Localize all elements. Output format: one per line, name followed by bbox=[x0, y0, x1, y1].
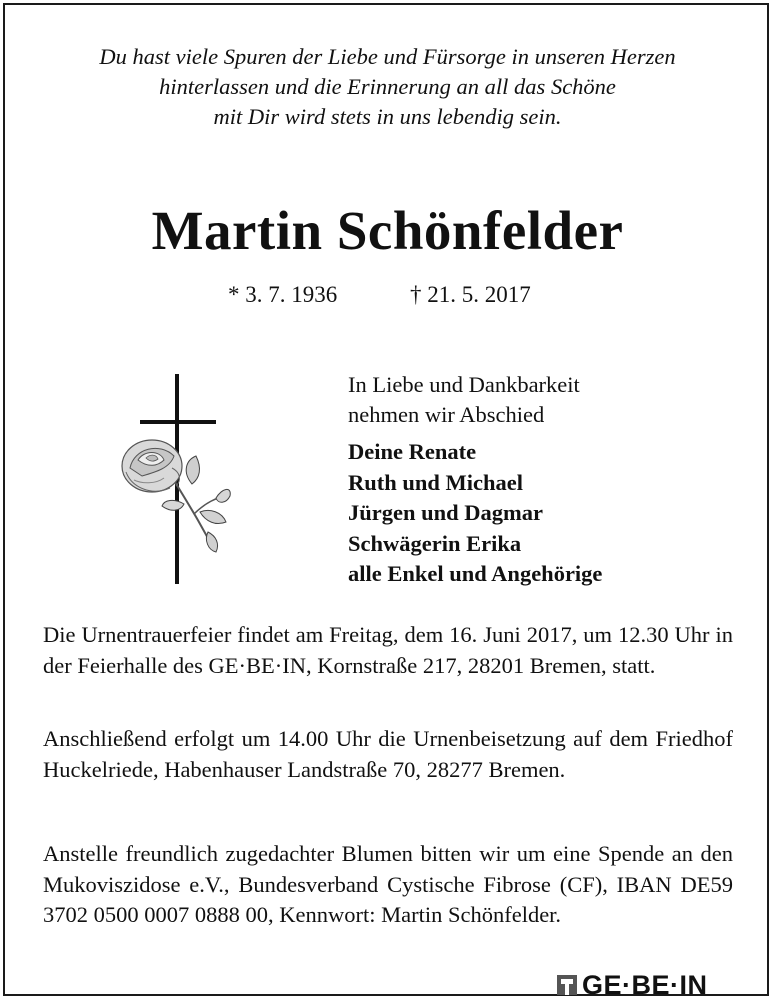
mourner: Jürgen und Dagmar bbox=[348, 500, 544, 525]
rose-leaf bbox=[162, 500, 184, 510]
farewell-line: In Liebe und Dankbarkeit bbox=[348, 372, 580, 397]
rose-leaf bbox=[186, 456, 199, 484]
ceremony-paragraph: Die Urnentrauerfeier findet am Freitag, dem 16. Juni 2017, um 12.30 Uhr in der Feierhalle des GE·BE·IN, Kornstraße 217, 28201 Bremen, statt. bbox=[43, 622, 733, 678]
deceased-name: Martin Schönfelder bbox=[151, 200, 624, 261]
mourner: Schwägerin Erika bbox=[348, 530, 522, 556]
rose-leaf bbox=[206, 532, 217, 552]
logo-text: GE·BE·IN bbox=[582, 969, 708, 1000]
rose-leaf bbox=[200, 510, 226, 523]
death-date: † 21. 5. 2017 bbox=[410, 282, 531, 307]
rose-bloom bbox=[122, 440, 182, 492]
burial-paragraph: Anschließend erfolgt um 14.00 Uhr die Urnenbeisetzung auf dem Friedhof Huckelriede, Habenhauser Landstraße 70, 28277 Bremen. bbox=[43, 726, 733, 782]
cross-with-rose-icon bbox=[112, 372, 242, 587]
mourner: alle Enkel und Angehörige bbox=[348, 561, 603, 586]
funeral-home-logo-icon bbox=[556, 973, 578, 997]
quote-line: mit Dir wird stets in uns lebendig sein. bbox=[213, 104, 562, 129]
funeral-home-logo bbox=[556, 970, 734, 1000]
farewell-line: nehmen wir Abschied bbox=[348, 402, 545, 427]
birth-date: * 3. 7. 1936 bbox=[228, 282, 338, 307]
mourners-list bbox=[348, 437, 602, 590]
cross-horizontal-beam bbox=[140, 420, 216, 424]
farewell-text bbox=[348, 370, 580, 430]
donation-paragraph: Anstelle freundlich zugedachter Blumen bitten wir um eine Spende an den Mukoviszidose e.V., Bundesverband Cystische Fibrose (CF), IBAN DE59 3702 0500 0007 0888 00, Kennwort: Martin Schönfelder. bbox=[43, 841, 733, 927]
mourner: Ruth und Michael bbox=[348, 469, 524, 495]
memorial-quote bbox=[0, 42, 775, 132]
quote-line: Du hast viele Spuren der Liebe und Fürsorge in unseren Herzen bbox=[99, 44, 676, 69]
rose-leaf bbox=[216, 489, 230, 502]
quote-line: hinterlassen und die Erinnerung an all das Schöne bbox=[159, 74, 616, 99]
mourner: Deine Renate bbox=[348, 439, 477, 464]
